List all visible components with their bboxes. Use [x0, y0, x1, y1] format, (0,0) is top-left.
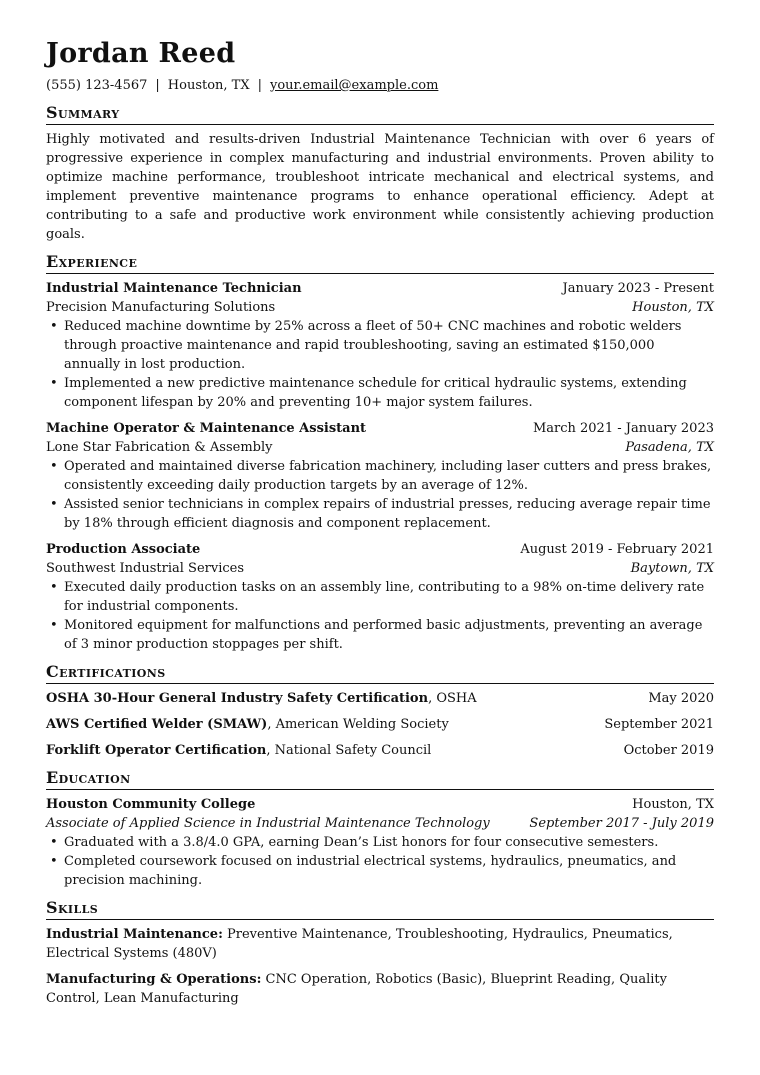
education-dates: September 2017 - July 2019 — [529, 816, 714, 831]
job-dates: March 2021 - January 2023 — [532, 421, 714, 436]
summary-text: Highly motivated and results-driven Industrial Maintenance Technician with over 6 years of progressive experience in complex manufacturing and industrial environments. Proven ability to optimize machine performance, troubleshoot intricate mechanical and electrical systems, and implement preventive maintenance programs to enhance operational efficiency. Adept at contributing to a safe and productive work environment while consistently achieving production goals. — [46, 132, 714, 242]
school-location: Houston, TX — [632, 797, 714, 812]
job-bullets — [46, 457, 714, 533]
skill-row — [46, 970, 714, 1008]
experience-entry — [46, 419, 714, 533]
bullet-item: • Implemented a new predictive maintenance schedule for critical hydraulic systems, extending component lifespan by 20% and preventing 10+ major system failures. — [46, 374, 714, 412]
skill-label: Manufacturing & Operations: — [46, 972, 262, 987]
job-bullets — [46, 317, 714, 412]
bullet-item: • Reduced machine downtime by 25% across a fleet of 50+ CNC machines and robotic welders through proactive maintenance and rapid troubleshooting, saving an estimated $150,000 annually in lost production. — [46, 317, 714, 374]
section-title-education: Education — [46, 768, 714, 790]
company-name: Precision Manufacturing Solutions — [46, 300, 276, 315]
bullet-item: • Assisted senior technicians in complex repairs of industrial presses, reducing average repair time by 18% through efficient diagnosis and component replacement. — [46, 495, 714, 533]
company-name: Southwest Industrial Services — [46, 561, 245, 576]
contact-line — [46, 76, 714, 95]
education-entry — [46, 795, 714, 890]
job-location: Baytown, TX — [630, 561, 714, 576]
job-location: Pasadena, TX — [625, 440, 714, 455]
skill-row — [46, 925, 714, 963]
candidate-name: Jordan Reed — [46, 38, 236, 69]
experience-entry — [46, 279, 714, 412]
job-title: Production Associate — [46, 542, 201, 557]
certification-issuer: , OSHA — [428, 691, 477, 706]
certification-row — [46, 715, 714, 734]
contact-separator: | — [257, 78, 262, 93]
job-bullets — [46, 578, 714, 654]
section-title-summary: Summary — [46, 103, 714, 125]
phone-number: (555) 123-4567 — [46, 78, 148, 93]
skill-label: Industrial Maintenance: — [46, 927, 223, 942]
certification-date: May 2020 — [648, 691, 714, 706]
job-title: Machine Operator & Maintenance Assistant — [46, 421, 367, 436]
section-title-skills: Skills — [46, 898, 714, 920]
bullet-item: • Completed coursework focused on industrial electrical systems, hydraulics, pneumatics, and precision machining. — [46, 852, 714, 890]
section-title-experience: Experience — [46, 252, 714, 274]
certification-date: September 2021 — [604, 717, 714, 732]
contact-separator: | — [155, 78, 160, 93]
certification-row — [46, 741, 714, 760]
certification-date: October 2019 — [623, 743, 714, 758]
experience-entry — [46, 540, 714, 654]
degree-name: Associate of Applied Science in Industrial Maintenance Technology — [46, 816, 490, 831]
section-title-certifications: Certifications — [46, 662, 714, 684]
certification-name: AWS Certified Welder (SMAW) — [46, 717, 268, 732]
location: Houston, TX — [167, 78, 250, 93]
job-title: Industrial Maintenance Technician — [46, 281, 302, 296]
job-location: Houston, TX — [632, 300, 714, 315]
bullet-item: • Operated and maintained diverse fabrication machinery, including laser cutters and press brakes, consistently exceeding daily production targets by an average of 12%. — [46, 457, 714, 495]
certification-row — [46, 689, 714, 708]
email-link[interactable]: your.email@example.com — [270, 78, 439, 93]
skill-items: CNC Operation, Robotics (Basic), Blueprint Reading, Quality Control, Lean Manufacturing — [46, 972, 667, 1006]
school-name: Houston Community College — [46, 797, 256, 812]
skill-items: Preventive Maintenance, Troubleshooting, Hydraulics, Pneumatics, Electrical Systems (480V) — [46, 927, 673, 961]
job-dates: January 2023 - Present — [562, 281, 714, 296]
certification-issuer: , National Safety Council — [266, 743, 432, 758]
certification-name: OSHA 30-Hour General Industry Safety Certification — [46, 691, 429, 706]
resume-content — [46, 36, 714, 1015]
bullet-item: • Graduated with a 3.8/4.0 GPA, earning Dean’s List honors for four consecutive semesters. — [46, 833, 714, 852]
company-name: Lone Star Fabrication & Assembly — [46, 440, 273, 455]
certification-issuer: , American Welding Society — [267, 717, 449, 732]
job-dates: August 2019 - February 2021 — [520, 542, 714, 557]
certification-name: Forklift Operator Certification — [46, 743, 267, 758]
bullet-item: • Executed daily production tasks on an assembly line, contributing to a 98% on-time delivery rate for industrial components. — [46, 578, 714, 616]
bullet-item: • Monitored equipment for malfunctions and performed basic adjustments, preventing an average of 3 minor production stoppages per shift. — [46, 616, 714, 654]
education-bullets — [46, 833, 714, 890]
